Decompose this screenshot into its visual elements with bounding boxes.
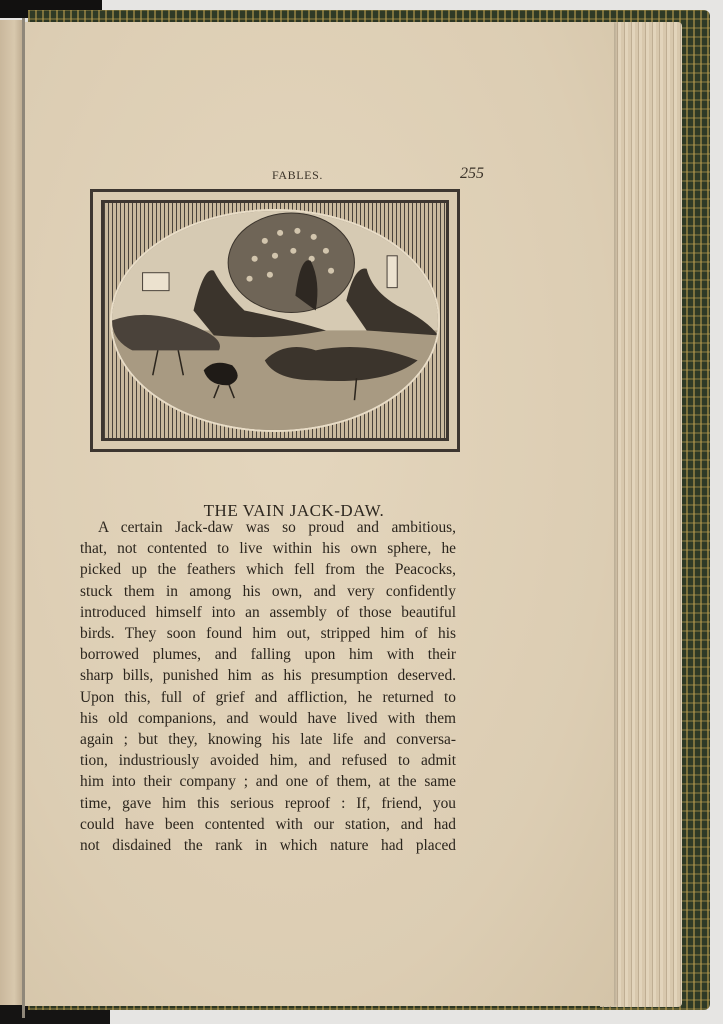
- text-line: that, not contented to live within his own sphere, he: [80, 540, 456, 558]
- text-line: stuck them in among his own, and very confidently: [80, 582, 456, 600]
- text-line: his old companions, and would have lived with them: [80, 709, 456, 727]
- text-line: borrowed plumes, and falling upon him with their: [80, 646, 456, 664]
- peacocks-engraving-image: [90, 189, 460, 452]
- text-line: Upon this, full of grief and affliction, he returned to: [80, 688, 456, 706]
- text-line: sharp bills, punished him as his presumption deserved.: [80, 667, 456, 685]
- text-line: introduced himself into an assembly of those beautiful: [80, 603, 456, 621]
- fable-title: THE VAIN JACK-DAW.: [203, 501, 385, 520]
- text-line: time, gave him this serious reproof : If, friend, you: [80, 794, 456, 812]
- text-line: picked up the feathers which fell from the Peacocks,: [80, 561, 456, 579]
- page-number: 255: [460, 165, 484, 182]
- running-head: FABLES.: [272, 168, 323, 182]
- text-line: not disdained the rank in which nature had placed: [80, 837, 456, 855]
- text-line: birds. They soon found him out, stripped him of his: [80, 625, 456, 643]
- illustration-oval: [110, 209, 440, 432]
- text-line: again ; but they, knowing his late life and conversa-: [80, 731, 456, 749]
- left-page-edge: [0, 20, 24, 1005]
- book-page: [24, 22, 614, 1006]
- illustration-frame: [101, 200, 449, 441]
- text-line: him into their company ; and one of them, at the same: [80, 773, 456, 791]
- text-line: tion, industriously avoided him, and refused to admit: [80, 752, 456, 770]
- peacocks-drawing: [112, 211, 438, 430]
- text-line: A certain Jack-daw was so proud and ambitious,: [98, 519, 456, 536]
- fable-body-text: [80, 517, 456, 856]
- text-line: could have been contented with our station, and had: [80, 815, 456, 833]
- gutter-line: [22, 18, 25, 1018]
